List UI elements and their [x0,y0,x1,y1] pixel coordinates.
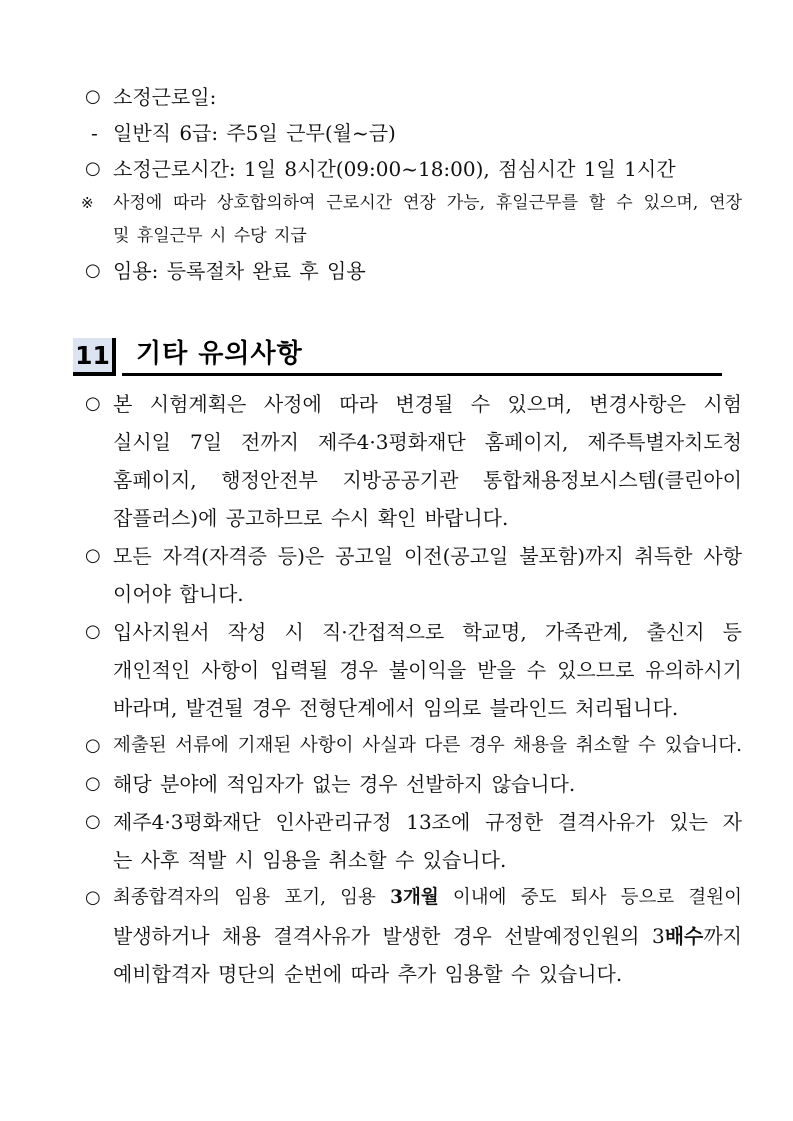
circle-bullet: ○ [85,545,101,566]
circle-bullet: ○ [85,735,101,756]
text-line [113,651,742,689]
circle-bullet: ○ [85,260,101,281]
circle-bullet: ○ [85,393,101,414]
text-line [113,151,742,187]
circle-bullet: ○ [85,887,101,908]
item-text [113,151,742,187]
item-text [113,613,742,727]
text-line [113,499,742,537]
circle-bullet: ○ [85,158,101,179]
section-title-rule [122,338,722,376]
section-title: 기타 유의사항 [136,339,303,369]
text-line [113,187,742,220]
text-run: 발생하거나 채용 결격사유가 발생한 경우 선발예정인원의 3 [113,924,665,948]
work-conditions-list [75,79,742,289]
item-text [113,253,742,289]
reference-mark: ※ [81,194,94,212]
work-term-item [75,115,742,151]
circle-bullet: ○ [85,773,101,794]
text-run: 임용: 등록절차 완료 후 임용 [113,259,366,283]
text-run: 제주4·3평화재단 인사관리규정 13조에 규정한 결격사유가 있는 자 [113,810,742,834]
circle-bullet: ○ [85,621,101,642]
work-term-item [75,253,742,289]
text-line [113,613,742,651]
text-run: 까지 [703,924,742,948]
item-text [113,727,742,765]
text-run: 사정에 따라 상호합의하여 근로시간 연장 가능, 휴일근무를 할 수 있으며, 연장 [113,193,742,213]
work-term-item [75,151,742,187]
text-run: 해당 분야에 적임자가 없는 경우 선발하지 않습니다. [113,772,576,796]
text-line [113,841,742,879]
text-run: 는 사후 적발 시 임용을 취소할 수 있습니다. [113,848,507,872]
section-number: 11 [75,340,110,370]
text-run: 홈페이지, 행정안전부 지방공공기관 통합채용정보시스템(클린아이 [113,468,742,492]
text-run: 이내에 중도 퇴사 등으로 결원이 [438,887,742,908]
text-run: 일반직 6급: 주5일 근무(월~금) [113,121,396,145]
text-run: 소정근로일: [113,85,217,109]
bold-text: 배수 [664,924,704,948]
text-run: 최종합격자의 임용 포기, 임용 [113,887,391,908]
text-run: 소정근로시간: 1일 8시간(09:00~18:00), 점심시간 1일 1시간 [113,157,676,181]
text-line [113,385,742,423]
notice-item [75,727,742,765]
item-text [113,385,742,537]
notice-item [75,385,742,537]
bold-text: 3개월 [390,887,439,908]
text-line [113,917,742,955]
text-line [113,79,742,115]
item-text [113,115,742,151]
text-run: 바라며, 발견될 경우 전형단계에서 임의로 블라인드 처리됩니다. [113,696,679,720]
text-run: 제출된 서류에 기재된 사항이 사실과 다른 경우 채용을 취소할 수 있습니다. [113,735,742,756]
circle-bullet: ○ [85,811,101,832]
notice-item [75,879,742,993]
text-line [113,575,742,613]
text-run: 실시일 7일 전까지 제주4·3평화재단 홈페이지, 제주특별자치도청 [113,430,742,454]
notice-item [75,537,742,613]
text-run: 개인적인 사항이 입력될 경우 불이익을 받을 수 있으므로 유의하시기 [113,658,742,682]
text-line [113,220,742,253]
text-run: 이어야 합니다. [113,582,244,606]
text-run: 입사지원서 작성 시 직·간접적으로 학교명, 가족관계, 출신지 등 [113,620,742,644]
text-run: 잡플러스)에 공고하므로 수시 확인 바랍니다. [113,506,509,530]
notice-item [75,765,742,803]
text-line [113,955,742,993]
text-run: 및 휴일근무 시 수당 지급 [113,226,307,246]
item-text [113,537,742,613]
text-line [113,879,742,917]
dash-bullet: - [91,121,98,145]
notices-list [75,385,742,993]
circle-bullet: ○ [85,86,101,107]
text-line [113,765,742,803]
item-text [113,803,742,879]
item-text [113,79,742,115]
item-text [113,879,742,993]
item-text [113,187,742,253]
text-run: 예비합격자 명단의 순번에 따라 추가 임용할 수 있습니다. [113,962,623,986]
section-header [75,338,742,376]
text-line [113,423,742,461]
text-line [113,461,742,499]
text-run: 모든 자격(자격증 등)은 공고일 이전(공고일 불포함)까지 취득한 사항 [113,544,742,568]
section-number-box [73,338,116,376]
notice-item [75,613,742,727]
notice-item [75,803,742,879]
text-line [113,253,742,289]
work-term-item [75,187,742,253]
text-line [113,689,742,727]
work-term-item [75,79,742,115]
text-run: 본 시험계획은 사정에 따라 변경될 수 있으며, 변경사항은 시험 [113,392,742,416]
text-line [113,115,742,151]
text-line [113,727,742,765]
item-text [113,765,742,803]
text-line [113,537,742,575]
text-line [113,803,742,841]
